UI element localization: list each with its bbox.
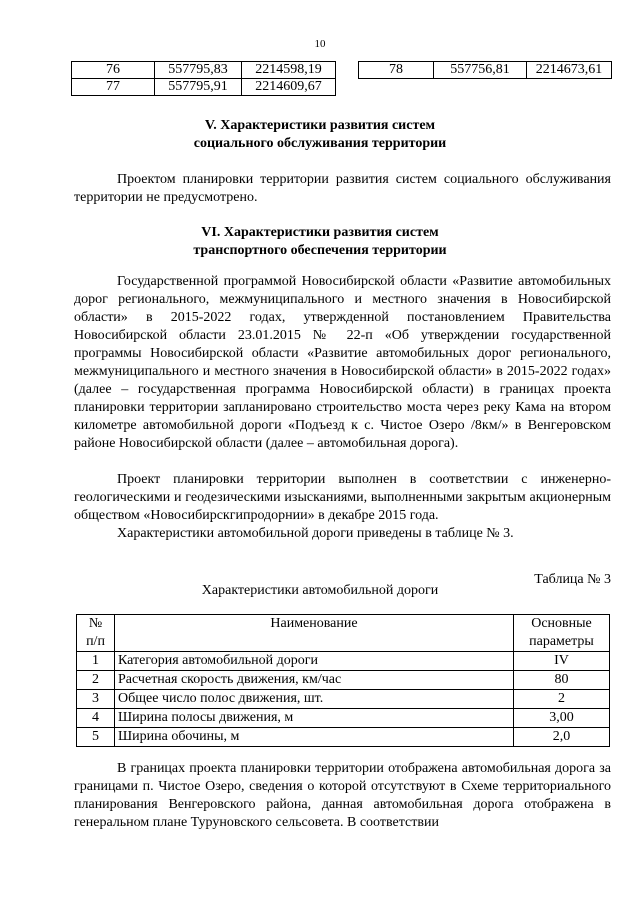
table-row (72, 62, 336, 79)
coordinate-x: 557795,83 (155, 62, 242, 79)
coordinates-table-right (358, 61, 612, 79)
section-5-heading-line2: социального обслуживания территории (193, 136, 447, 151)
section-5-text: Проектом планировки территории развития систем социального обслуживания территории не предусмотрено. (74, 172, 611, 205)
section-6-heading-line1: VI. Характеристики развития систем (201, 225, 439, 240)
table-row (359, 62, 612, 79)
coordinate-y: 2214598,19 (242, 62, 336, 79)
point-number: 78 (359, 62, 434, 79)
section-6-paragraph-2: Проект планировки территории выполнен в соответствии с инженерно-геологическими и геодезическими изысканиями, выполненными закрытым акционерным обществом «Новосибирскгипродорнии» в декабре 2015 года. (74, 472, 611, 523)
row-name: Категория автомобильной дороги (115, 652, 514, 671)
table-caption: Характеристики автомобильной дороги (201, 583, 439, 598)
table-row (77, 728, 610, 747)
header-number (77, 615, 115, 652)
table-row (77, 671, 610, 690)
row-number: 5 (77, 728, 115, 747)
section-5-heading-line1: V. Характеристики развития систем (204, 118, 436, 133)
header-number-line2: п/п (86, 634, 105, 649)
section-5-heading (0, 117, 640, 153)
coordinate-y: 2214609,67 (242, 79, 336, 96)
coordinates-table-left (71, 61, 336, 96)
header-parameters-line1: Основные (531, 616, 592, 631)
table-row (77, 709, 610, 728)
section-6-paragraph-3: Характеристики автомобильной дороги приведены в таблице № 3. (117, 526, 514, 541)
table-header-row (77, 615, 610, 652)
row-number: 2 (77, 671, 115, 690)
point-number: 76 (72, 62, 155, 79)
table-row (77, 690, 610, 709)
row-value: 2 (514, 690, 610, 709)
table-row (77, 652, 610, 671)
row-number: 1 (77, 652, 115, 671)
row-name: Расчетная скорость движения, км/час (115, 671, 514, 690)
header-parameters-line2: параметры (529, 634, 594, 649)
coordinate-y: 2214673,61 (527, 62, 612, 79)
row-value: IV (514, 652, 610, 671)
coordinate-x: 557795,91 (155, 79, 242, 96)
row-number: 3 (77, 690, 115, 709)
row-number: 4 (77, 709, 115, 728)
point-number: 77 (72, 79, 155, 96)
section-6-heading-line2: транспортного обеспечения территории (193, 243, 447, 258)
page-number: 10 (314, 38, 326, 50)
row-value: 2,0 (514, 728, 610, 747)
section-6-paragraph-1: Государственной программой Новосибирской области «Развитие автомобильных дорог регионального, межмуниципального и местного значения в Новосибирской области» в 2015-2022 годах, утвержденной постановлением Правительства Новосибирской области 23.01.2015 № 22-п «Об утверждении государственной программы Новосибирской области «Развитие автомобильных дорог регионального, межмуниципального и местного значения в Новосибирской области» в 2015-2022 годах» (далее – государственная программа Новосибирской области) в границах проекта планировки территории запланировано строительство моста через реку Кама на втором километре автомобильной дороги «Подъезд к с. Чистое Озеро /8км/» в Венгеровском районе Новосибирской области (далее – автомобильная дорога). (74, 274, 611, 451)
header-number-line1: № (88, 616, 103, 631)
row-name: Общее число полос движения, шт. (115, 690, 514, 709)
row-name: Ширина обочины, м (115, 728, 514, 747)
road-characteristics-table (76, 614, 610, 747)
header-name: Наименование (115, 615, 514, 652)
coordinate-x: 557756,81 (434, 62, 527, 79)
header-parameters (514, 615, 610, 652)
table-row (72, 79, 336, 96)
row-value: 3,00 (514, 709, 610, 728)
table-number-label: Таблица № 3 (534, 572, 611, 587)
row-value: 80 (514, 671, 610, 690)
row-name: Ширина полосы движения, м (115, 709, 514, 728)
final-paragraph: В границах проекта планировки территории отображена автомобильная дорога за границами п. Чистое Озеро, сведения о которой отсутствуют в Схеме территориального планирования Венгеровского района, данная автомобильная дорога отображена в генеральном плане Туруновского сельсовета. В соответствии (74, 761, 611, 830)
section-6-heading (0, 224, 640, 260)
